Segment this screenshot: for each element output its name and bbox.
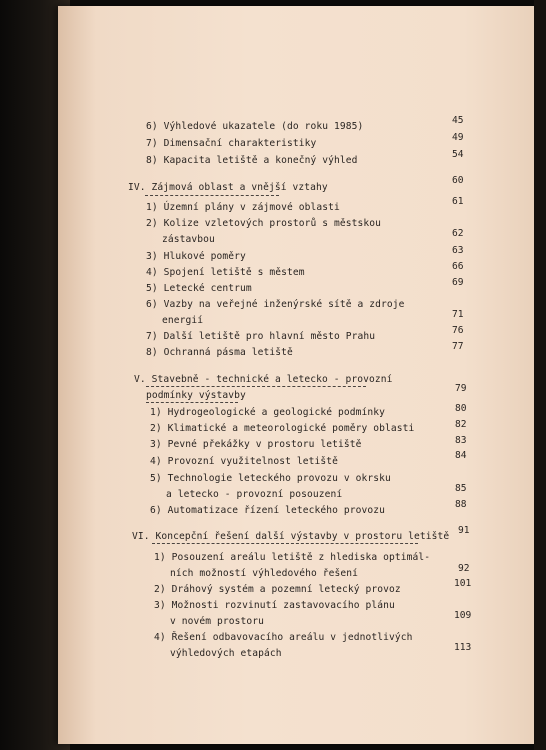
toc-entry-text: 7) Dimensační charakteristiky xyxy=(146,138,317,149)
toc-entry-page: 62 xyxy=(452,228,464,239)
toc-entry-page: 91 xyxy=(458,525,470,536)
toc-section-heading: VI. Koncepční řešení další výstavby v prostoru letiště xyxy=(132,531,450,542)
toc-entry-page: 66 xyxy=(452,261,464,272)
toc-entry-text: 3) Možnosti rozvinutí zastavovacího plánu xyxy=(154,600,395,611)
toc-entry-text: ních možností výhledového řešení xyxy=(170,568,359,579)
toc-entry-page: 76 xyxy=(452,325,464,336)
toc-entry-text: a letecko - provozní posouzení xyxy=(166,489,343,500)
toc-entry-text: zástavbou xyxy=(162,234,215,245)
section-underline xyxy=(145,195,279,196)
toc-section-heading-continued: podmínky výstavby xyxy=(146,390,246,401)
toc-entry-text: 3) Pevné překážky v prostoru letiště xyxy=(150,439,362,450)
toc-entry-text: 4) Řešení odbavovacího areálu v jednotlivých xyxy=(154,632,413,643)
toc-entry-text: 5) Letecké centrum xyxy=(146,283,252,294)
toc-entry-text: 6) Vazby na veřejné inženýrské sítě a zdroje xyxy=(146,299,405,310)
toc-entry-text: 2) Klimatické a meteorologické poměry oblasti xyxy=(150,423,415,434)
toc-entry-page: 84 xyxy=(455,450,467,461)
toc-entry-text: 1) Územní plány v zájmové oblasti xyxy=(146,202,340,213)
toc-entry-text: 8) Ochranná pásma letiště xyxy=(146,347,293,358)
toc-entry-page: 85 xyxy=(455,483,467,494)
toc-entry-text: 4) Provozní využitelnost letiště xyxy=(150,456,339,467)
toc-entry-page: 60 xyxy=(452,175,464,186)
toc-entry-text: 4) Spojení letiště s městem xyxy=(146,267,305,278)
toc-entry-text: 3) Hlukové poměry xyxy=(146,251,246,262)
toc-entry-text: 8) Kapacita letiště a konečný výhled xyxy=(146,155,358,166)
toc-entry-page: 61 xyxy=(452,196,464,207)
toc-entry-text: 1) Hydrogeologické a geologické podmínky xyxy=(150,407,386,418)
toc-entry-text: 5) Technologie leteckého provozu v okrsku xyxy=(150,473,391,484)
toc-entry-page: 69 xyxy=(452,277,464,288)
toc-entry-page: 101 xyxy=(454,578,472,589)
toc-entry-text: 6) Výhledové ukazatele (do roku 1985) xyxy=(146,121,364,132)
toc-entry-text: energií xyxy=(162,315,204,326)
toc-entry-page: 109 xyxy=(454,610,472,621)
toc-entry-page: 63 xyxy=(452,245,464,256)
toc-entry-text: 6) Automatizace řízení leteckého provozu xyxy=(150,505,386,516)
toc-entry-page: 83 xyxy=(455,435,467,446)
toc-entry-text: 7) Další letiště pro hlavní město Prahu xyxy=(146,331,376,342)
toc-entry-page: 79 xyxy=(455,383,467,394)
toc-entry-page: 71 xyxy=(452,309,464,320)
toc-entry-page: 77 xyxy=(452,341,464,352)
section-underline xyxy=(146,402,238,403)
toc-entry-page: 45 xyxy=(452,115,464,126)
toc-entry-page: 113 xyxy=(454,642,472,653)
toc-entry-page: 88 xyxy=(455,499,467,510)
toc-section-heading: IV. Zájmová oblast a vnější vztahy xyxy=(128,182,328,193)
toc-section-heading: V. Stavebně - technické a letecko - provozní xyxy=(134,374,393,385)
toc-entry-page: 92 xyxy=(458,563,470,574)
section-underline xyxy=(152,543,418,544)
toc-entry-text: výhledových etapách xyxy=(170,648,282,659)
toc-entry-page: 49 xyxy=(452,132,464,143)
toc-entry-page: 80 xyxy=(455,403,467,414)
toc-entry-text: 2) Dráhový systém a pozemní letecký provoz xyxy=(154,584,401,595)
toc-entry-text: v novém prostoru xyxy=(170,616,265,627)
toc-entry-text: 2) Kolize vzletových prostorů s městskou xyxy=(146,218,382,229)
toc-entry-page: 54 xyxy=(452,149,464,160)
toc-entry-text: 1) Posouzení areálu letiště z hlediska optimál- xyxy=(154,552,431,563)
toc-entry-page: 82 xyxy=(455,419,467,430)
section-underline xyxy=(146,386,366,387)
